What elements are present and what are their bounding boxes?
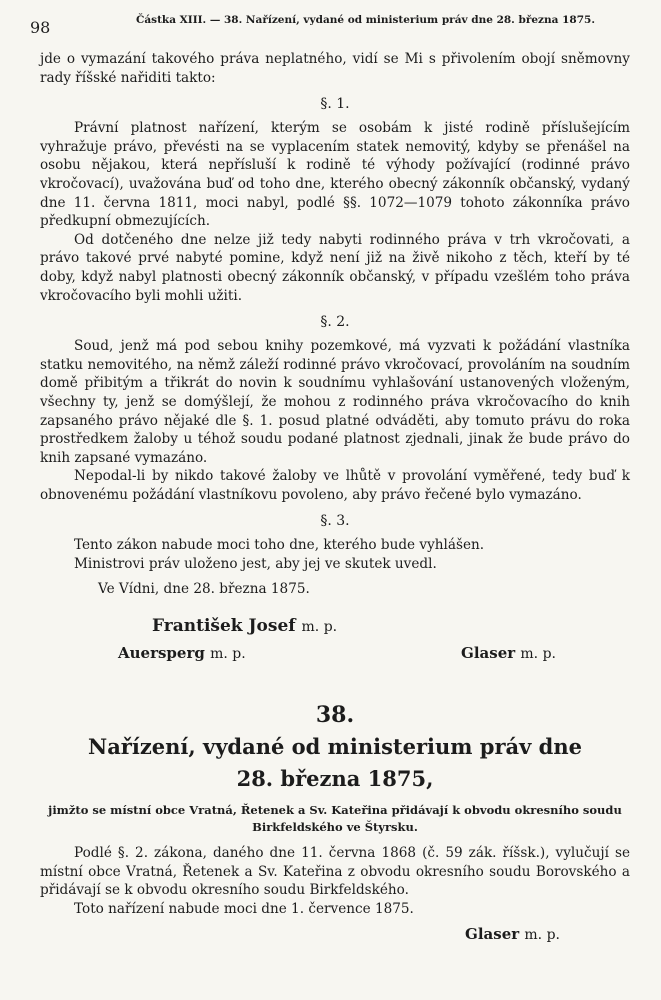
document-body: [40, 50, 630, 943]
running-header: Částka XIII. — 38. Nařízení, vydané od ministerium práv dne 28. března 1875.: [136, 14, 595, 26]
section-3-paragraph-2: Ministrovi práv uloženo jest, aby jej ve skutek uvedl.: [74, 556, 437, 573]
decree-signature: [40, 925, 560, 943]
signature-mp: m. p.: [520, 646, 556, 663]
signature-emperor: [152, 616, 630, 636]
decree-number: 38.: [315, 702, 355, 729]
section-2-paragraph-1: Soud, jenž má pod sebou knihy pozemkové, má vyzvati k požádání vlastníka statku nemovitého, na němž záleží rodinné právo vkročovací, provoláním na soudním domě přibitým a třikrát do novin k soudnímu vyhlašování ustanovených vloženým, všechny ty, jenž se domýšlejí, že mohou z rodinného práva vkročovacího do knih zapsaného právo nějaké dle §. 1. posud platné odváděti, aby tomuto právu do roka prostředkem žaloby u téhož soudu podané platnost zjednali, jinak že bude právo do knih zapsané vymazáno.: [40, 338, 630, 466]
intro-paragraph: jde o vymazání takového práva neplatného, vidí se Mi s přivolením obojí sněmovny rady říšské nařiditi takto:: [40, 51, 630, 86]
signature-mp: m. p.: [301, 619, 338, 636]
signature-mp: m. p.: [524, 926, 560, 943]
decree-paragraph-1: Podlé §. 2. zákona, daného dne 11. června 1868 (č. 59 zák. říšsk.), vylučují se místní obce Vratná, Řetenek a Sv. Kateřina z obvodu okresního soudu Borovského a přidávají se k obvodu okresního soudu Birkfeldského.: [40, 845, 630, 899]
section-heading-3: §. 3.: [320, 513, 350, 530]
section-3-paragraph-1: Tento zákon nabude moci toho dne, kterého bude vyhlášen.: [74, 537, 485, 554]
decree-paragraph-2: Toto nařízení nabude moci dne 1. července 1875.: [74, 901, 414, 918]
signature-left-name: Auersperg: [118, 644, 205, 663]
signature-right-name: Glaser: [461, 644, 516, 663]
signature-right: [461, 644, 556, 662]
decree-title-line-1: Nařízení, vydané od ministerium práv dne: [88, 734, 582, 760]
decree-subtitle: jimžto se místní obce Vratná, Řetenek a Sv. Kateřina přidávají k obvodu okresního soudu Birkfeldského ve Štyrsku.: [48, 803, 622, 835]
section-2-paragraph-2: Nepodal-li by nikdo takové žaloby ve lhůtě v provolání vyměřené, tedy buď k obnovenému požádání vlastníkovu povoleno, aby právo řečené bylo vymazáno.: [40, 468, 630, 503]
section-heading-2: §. 2.: [320, 314, 350, 331]
place-date: Ve Vídni, dne 28. března 1875.: [98, 580, 310, 597]
decree-signature-name: Glaser: [465, 924, 520, 943]
signature-emperor-name: František Josef: [152, 616, 296, 637]
section-1-paragraph-2: Od dotčeného dne nelze již tedy nabyti rodinného práva v trh vkročovati, a právo takové prvé nabyté pomine, když není již na živě nikoho z těch, kteří by té doby, když nabyl platnosti obecný zákonník občanský, v případu vzešlém toho práva vkročovacího byli mohli užiti.: [40, 231, 630, 304]
decree-title-line-2: 28. března 1875,: [236, 766, 434, 792]
section-3-body: [40, 536, 630, 573]
signature-row: [118, 644, 556, 662]
section-1-paragraph-1: Právní platnost nařízení, kterým se osobám k jisté rodině příslušejícím vyhražuje právo, převésti na se vyplacením statek nemovitý, kdyby se přenášel na osobu nějakou, která nepřísluší k rodině té výhody požívající (rodinné právo vkročovací), uvažována buď od toho dne, kterého obecný zákonník občanský, vydaný dne 11. června 1811, moci nabyl, podlé §§. 1072—1079 tohoto zákonníka právo předkupní obmezujících.: [40, 120, 630, 230]
signature-left: [118, 644, 246, 662]
signature-mp: m. p.: [210, 646, 246, 663]
page-number: 98: [30, 18, 51, 37]
section-heading-1: §. 1.: [320, 96, 350, 113]
